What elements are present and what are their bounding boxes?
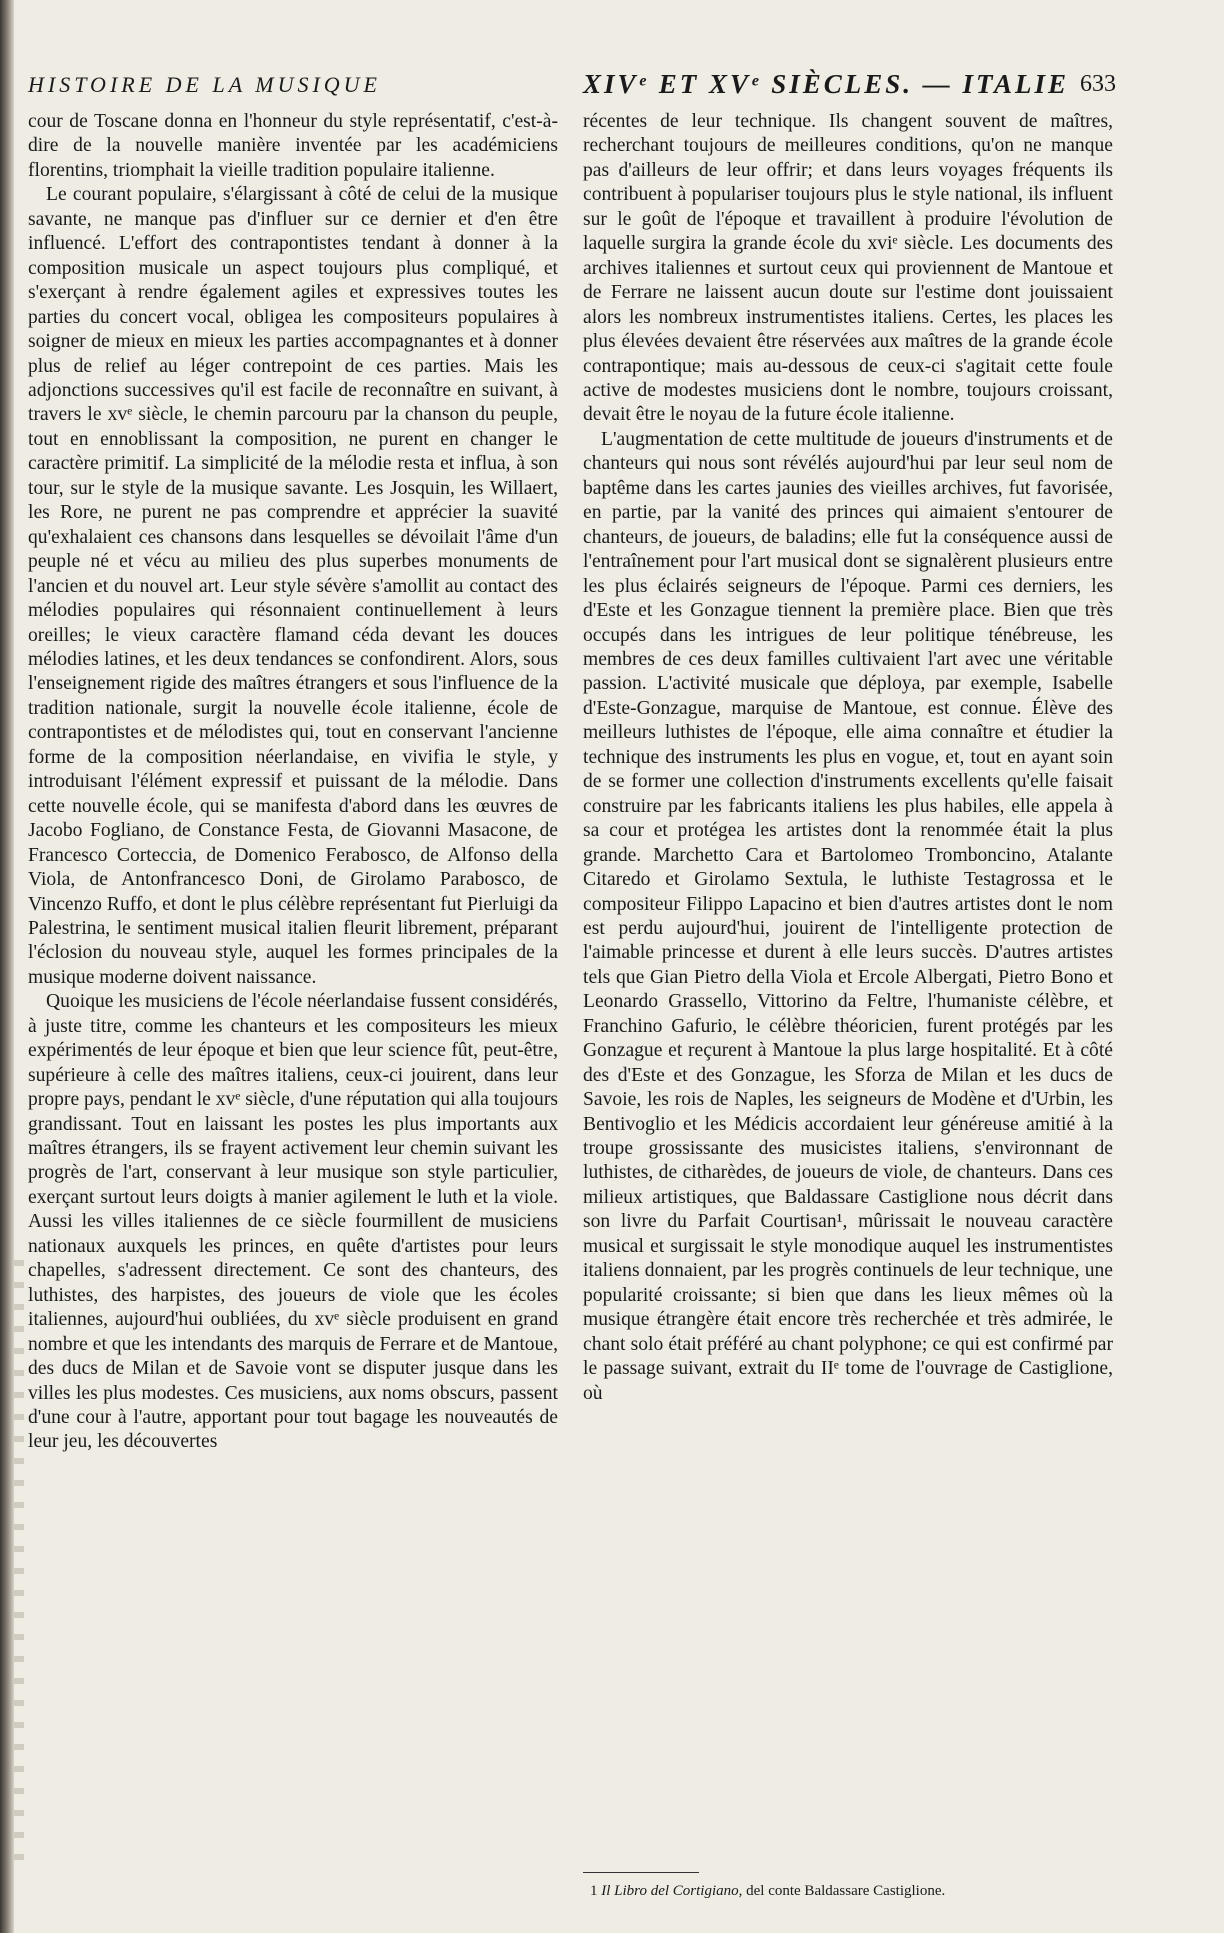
footnote-marker: 1: [590, 1883, 598, 1899]
footnote-book-title: Il Libro del Cortigiano,: [601, 1883, 743, 1899]
header-book-title: HISTOIRE DE LA MUSIQUE: [28, 72, 381, 97]
paragraph-continuation-right: récentes de leur technique. Ils changent souvent de maîtres, recherchant toujours de meilleures conditions, qu'on ne manque pas d'ailleurs de leur offrir; et dans leurs voyages fréquents ils contribuent à populariser toujours plus le style national, ils influent sur le goût de l'époque et travaillent à produire l'évolution de laquelle surgira la grande école du xviᵉ siècle. Les documents des archives italiennes et surtout ceux qui proviennent de Mantoue et de Ferrare ne laissent aucun doute sur l'estime dont jouissaient alors les nombreux instrumentistes italiens. Certes, les places les plus élevées devaient être réservées aux maîtres de la grande école contrapontique; mais au-dessous de ceux-ci s'agitait cette foule active de modestes musiciens dont le nombre, toujours croissant, devait être le noyau de la future école italienne.: [583, 111, 1113, 426]
paragraph-ecole-neerlandaise: Quoique les musiciens de l'école néerlandaise fussent considérés, à juste titre, comme les chanteurs et les compositeurs les mieux expérimentés de leur époque et bien que leur science fût, peut-être, supérieure à celle des maîtres italiens, ceux-ci jouirent, dans leur propre pays, pendant le xvᵉ siècle, d'une réputation qui alla toujours grandissant. Tout en laissant les postes les plus importants aux maîtres étrangers, ils se frayent activement leur chemin suivant les progrès de l'art, conservant à leur musique son style particulier, exerçant surtout leurs doigts à manier agilement le luth et la viole. Aussi les villes italiennes de ce siècle fourmillent de musiciens nationaux auxquels les princes, en quête d'artistes pour leurs chapelles, s'adressent directement. Ce sont des chanteurs, des luthistes, des harpistes, des joueurs de viole que les écoles italiennes, aujourd'hui oubliées, du xvᵉ siècle produisent en grand nombre et que les intendants des marquis de Ferrare et de Mantoue, des ducs de Milan et de Savoie vont se disputer jusque dans les villes les plus modestes. Ces musiciens, aux noms obscurs, passent d'une cour à l'autre, apportant pour tout bagage les nouveautés de leur jeu, les découvertes: [28, 991, 558, 1453]
book-binding-edge: [0, 0, 14, 1933]
right-column: [583, 110, 1113, 1406]
left-column: [28, 110, 558, 1455]
footnote: [590, 1881, 1110, 1901]
footnote-text: del conte Baldassare Castiglione.: [742, 1883, 946, 1899]
paragraph-courant-populaire: Le courant populaire, s'élargissant à côté de celui de la musique savante, ne manque pas d'influer sur ce dernier et d'en être influencé. L'effort des contrapontistes tendant à donner à la composition musicale un aspect toujours plus compliqué, et s'exerçant à rendre également agiles et expressives toutes les parties du concert vocal, obligea les compositeurs populaires à soigner de mieux en mieux les parties accompagnantes et à donner plus de relief au léger contrepoint de ces parties. Mais les adjonctions successives qu'il est facile de reconnaître en suivant, à travers le xvᵉ siècle, le chemin parcouru par la chanson du peuple, tout en ennoblissant la composition, ne purent en changer le caractère primitif. La simplicité de la mélodie resta et influa, à son tour, sur le style de la musique savante. Les Josquin, les Willaert, les Rore, ne purent ne pas comprendre et apprécier la suavité qu'exhalaient ces chansons dans lesquelles se dévoilait l'âme d'un peuple né et vécu au milieu des plus superbes monuments de l'ancien et du nouvel art. Leur style sévère s'amollit au contact des mélodies populaires qui résonnaient continuellement à leurs oreilles; le vieux caractère flamand céda devant les douces mélodies latines, et les deux tendances se confondirent. Alors, sous l'enseignement rigide des maîtres étrangers et sous l'influence de la tradition nationale, surgit la nouvelle école italienne, école de contrapontistes et de mélodistes qui, tout en conservant l'ancienne forme de la composition néerlandaise, en vivifia le style, y introduisant l'élément expressif et puissant de la mélodie. Dans cette nouvelle école, qui se manifesta d'abord dans les œuvres de Jacobo Fogliano, de Constance Festa, de Giovanni Masacone, de Francesco Corteccia, de Domenico Ferabosco, de Alfonso della Viola, de Antonfrancesco Doni, de Girolamo Parabosco, de Vincenzo Ruffo, et dont le plus célèbre représentant fut Pierluigi da Palestrina, le sentiment musical italien fleurit librement, préparant l'éclosion du nouveau style, auquel les formes principales de la musique moderne doivent naissance.: [28, 184, 558, 988]
running-header: [28, 69, 1116, 102]
binding-stitching: [14, 1260, 24, 1860]
paragraph-continuation: cour de Toscane donna en l'honneur du style représentatif, c'est-à-dire de la nouvelle manière inventée par les académiciens florentins, triomphait la vieille tradition populaire italienne.: [28, 111, 558, 181]
footnote-rule: [583, 1872, 699, 1873]
header-chapter-title: XIVᵉ ET XVᵉ SIÈCLES. — ITALIE: [583, 69, 1070, 99]
paragraph-augmentation: L'augmentation de cette multitude de joueurs d'instruments et de chanteurs qui nous sont révélés aujourd'hui par leur seul nom de baptême dans les cartes jaunies des vieilles archives, fut favorisée, en partie, par la vanité des princes qui aimaient s'entourer de chanteurs, de joueurs, de baladins; elle fut la conséquence aussi de l'entraînement pour l'art musical dont se signalèrent plusieurs entre les plus éclairés seigneurs de l'époque. Parmi ces derniers, les d'Este et les Gonzague tiennent la première place. Bien que très occupés dans les intrigues de leur politique ténébreuse, les membres de ces deux familles cultivaient l'art avec une véritable passion. L'activité musicale que déploya, par exemple, Isabelle d'Este-Gonzague, marquise de Mantoue, est connue. Élève des meilleurs luthistes de l'époque, elle aima connaître et étudier la technique des instruments les plus en vogue, et, tout en ayant soin de se former une collection d'instruments excellents qu'elle faisait construire par les fabricants italiens les plus habiles, elle appela à sa cour et protégea les artistes dont la renommée était la plus grande. Marchetto Cara et Bartolomeo Tromboncino, Atalante Citaredo et Girolamo Sextula, le luthiste Testagrossa et le compositeur Filippo Lapacino et bien d'autres artistes dont le nom est perdu aujourd'hui, jouirent de l'intelligente protection de l'aimable princesse et durent à elle leurs succès. D'autres artistes tels que Gian Pietro della Viola et Ercole Albergati, Pietro Bono et Leonardo Grassello, Vittorino da Feltre, l'humaniste célèbre, et Franchino Gafurio, le célèbre théoricien, furent protégés par les Gonzague et reçurent à Mantoue la plus large hospitalité. Et à côté des d'Este et des Gonzague, les Sforza de Milan et les ducs de Savoie, les rois de Naples, les seigneurs de Modène et d'Urbin, les Bentivoglio et les Médicis accordaient leur généreuse amitié à la troupe grossissante des musicistes italiens, s'environnant de luthistes, de citharèdes, de joueurs de viole, de chanteurs. Dans ces milieux artistiques, que Baldassare Castiglione nous décrit dans son livre du Parfait Courtisan¹, mûrissait le nouveau caractère musical et surgissait le style monodique auquel les instrumentistes italiens donnaient, par les progrès continuels de leur technique, une popularité croissante; si bien que dans les lieux mêmes où la musique étrangère était encore très recherchée et très admirée, le chant solo était préféré au chant polyphone; ce qui est confirmé par le passage suivant, extrait du IIᵉ tome de l'ouvrage de Castiglione, où: [583, 428, 1113, 1404]
page-number: 633: [1080, 71, 1116, 97]
